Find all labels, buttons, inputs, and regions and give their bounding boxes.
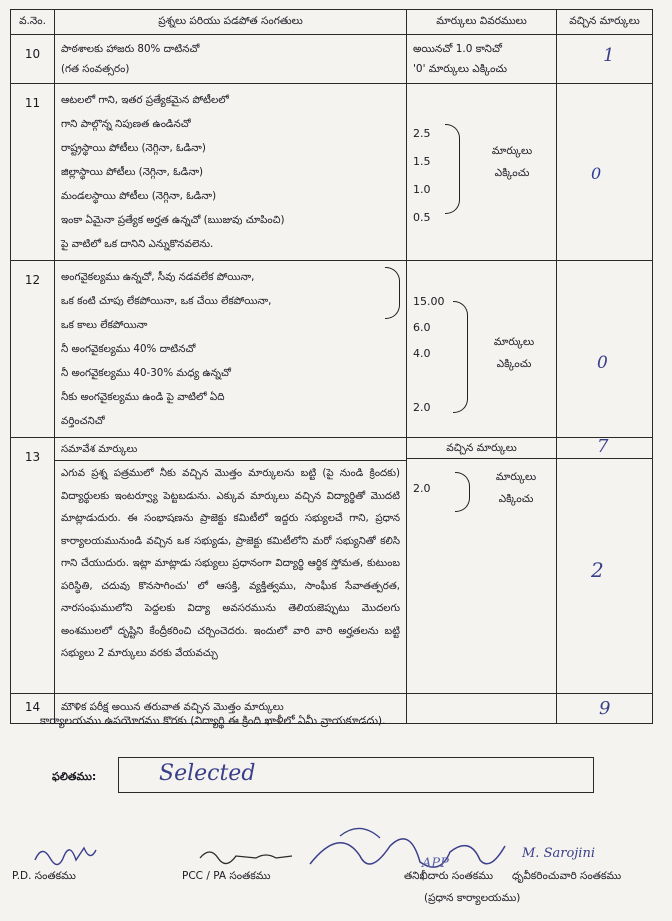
row-13-question — [55, 438, 407, 694]
marks-label-line: ఎక్కించు — [498, 493, 534, 505]
row-10-marks-detail — [407, 35, 557, 84]
question-line: మండలస్థాయి పోటీలు (నెగ్గినా, ఓడినా) — [61, 190, 217, 202]
marks-label-line: మార్కులు — [491, 145, 533, 157]
approver-name: M. Sarojini — [522, 846, 595, 861]
row-10-received — [557, 35, 653, 84]
row-13-number: 13 — [11, 438, 55, 694]
header-marks-detail: మార్కులు వివరములు — [407, 10, 557, 35]
pd-signature — [30, 838, 100, 874]
row-14-marks-detail — [407, 694, 557, 724]
row-11-received — [557, 84, 653, 261]
marks-label-line: మార్కులు — [495, 471, 537, 483]
pcc-signature — [196, 844, 296, 870]
evaluation-table — [10, 9, 653, 724]
received-value: 0 — [597, 353, 608, 373]
row-12-number: 12 — [11, 261, 55, 438]
marks-label-line: ఎక్కించు — [496, 358, 532, 370]
value-item: 1.0 — [413, 183, 431, 196]
result-box — [118, 757, 594, 793]
question-line: గాని పాల్గొన్న నిపుణత ఉండినచో — [61, 118, 191, 130]
row-13-marks-detail — [407, 438, 557, 694]
brace — [445, 124, 460, 214]
header-marks-received: వచ్చిన మార్కులు — [557, 10, 653, 35]
question-line: (గత సంవత్సరం) — [61, 63, 130, 75]
row-13-title: సమావేశ మార్కులు — [55, 440, 406, 461]
received-value: 1 — [603, 45, 615, 66]
header-no: వ.నెం. — [11, 10, 55, 35]
question-line: మౌళిక పరీక్ష అయిన తరువాత వచ్చిన మొత్తం మార్కులు — [61, 701, 284, 713]
question-line: రాష్ట్రస్థాయి పోటీలు (నెగ్గినా, ఓడినా) — [61, 142, 206, 154]
values-list — [413, 120, 431, 232]
value-item: 2.5 — [413, 127, 431, 140]
stamp-text: APP — [422, 856, 449, 871]
office-use-note: కార్యాలయము ఉపయోగము కొరకు (విద్యార్థి ఈ క్రింది ఖాళీలో ఏమీ వ్రాయకూడదు). — [40, 714, 386, 727]
values-list — [413, 482, 431, 495]
question-line: పాఠశాలకు హాజరు 80% దాటినచో — [61, 43, 200, 55]
inspector-signature-sublabel: (ప్రధాన కార్యాలయము) — [424, 892, 521, 904]
pcc-signature-label: PCC / PA సంతకము — [182, 870, 271, 882]
row-12-marks-detail — [407, 261, 557, 438]
row-12-question — [55, 261, 407, 438]
question-line: ఒక కంటి చూపు లేకపోయినా, ఒక చేయి లేకపోయినా, — [61, 295, 272, 307]
received-value: 0 — [591, 164, 602, 183]
result-value: Selected — [159, 761, 256, 786]
row-13-received-top — [557, 438, 652, 459]
brace — [385, 267, 400, 319]
row-13-paragraph: ఎగువ ప్రశ్న పత్రములో నీకు వచ్చిన మొత్తం మార్కులను బట్టి (పై నుండి క్రిందకు) విద్యార్థులకు ఇంటర్వ్యూ పెట్టబడును. ఎక్కువ మార్కులు వచ్చిన విద్యార్థితో మొదటి మాట్లాడుదురు. ఈ సంభాషణను ప్రాజెక్టు కమిటీలో ఇద్దరు సభ్యులచే గాని, ప్రధాన కార్యాలయమునుండి వచ్చిన ఒక సభ్యుడు, ప్రాజెక్టు కమిటీలోని మరో సభ్యునితో కలిసి గాని చేయుదురు. ఇట్లా మాట్లాడు సభ్యులు ప్రధానంగా విద్యార్థి ఆర్థిక స్తోమత, కుటుంబ పరిస్థితి, చదువు కొనసాగించు' లో ఆసక్తి, వ్యక్తిత్వము, సాంఘీక సేవాతత్పరత, నారసంఘములోని పెద్దలకు విద్యా అవసరమును తెలియజెప్పుటు మొదలగు అంశములలో దృష్టిని కేంద్రీకరించి చర్చించెదరు. ఇందులో వారి వారి అర్హతలను బట్టి సభ్యులు 2 మార్కులు వరకు వేయవచ్చు — [61, 468, 400, 659]
row-12-received — [557, 261, 653, 438]
value-item: 2.0 — [413, 401, 431, 414]
marks-label — [477, 140, 547, 184]
question-line: జిల్లాస్థాయి పోటీలు (నెగ్గినా, ఓడినా) — [61, 166, 204, 178]
brace — [453, 301, 468, 413]
marks-label — [481, 466, 551, 510]
marks-line: '0' మార్కులు ఎక్కించు — [413, 63, 508, 75]
row-14-received — [557, 694, 653, 724]
marks-label — [479, 331, 549, 375]
row-10-question — [55, 35, 407, 84]
received-value-top: 7 — [597, 436, 609, 457]
marks-label-line: మార్కులు — [493, 336, 535, 348]
row-14-number: 14 — [11, 694, 55, 724]
question-line: అంగవైకల్యము ఉన్నచో, సీవు నడవలేక పోయినా, — [61, 271, 255, 283]
question-line: నీ అంగవైకల్యము 40-30% మధ్య ఉన్నచో — [61, 367, 231, 379]
row-11-marks-detail — [407, 84, 557, 261]
approver-signature-label: ధృవీకరించువారి సంతకము — [512, 870, 622, 882]
question-line: పై వాటిలో ఒక దానిని ఎన్నుకొనవలెను. — [61, 238, 214, 250]
row-13-subheader: వచ్చిన మార్కులు — [407, 438, 556, 459]
result-label: ఫలితము: — [52, 770, 97, 783]
values-list — [413, 295, 445, 414]
value-item: 0.5 — [413, 211, 431, 224]
row-11-question — [55, 84, 407, 261]
value-item: 6.0 — [413, 321, 431, 334]
row-13-received — [557, 438, 653, 694]
marks-label-line: ఎక్కించు — [494, 167, 530, 179]
value-item: 1.5 — [413, 155, 431, 168]
received-value: 9 — [599, 698, 611, 719]
question-line: ఇంకా ఏమైనా ప్రత్యేక అర్హత ఉన్నచో (ఋజువు చూపించి) — [61, 214, 285, 226]
question-line: నీకు అంగవైకల్యము ఉండి పై వాటిలో ఏది — [61, 391, 225, 403]
question-line: వర్తించనిచో — [61, 415, 105, 427]
marks-line: అయినచో 1.0 కానిచో — [413, 43, 502, 55]
value-item: 15.00 — [413, 295, 445, 308]
question-line: ఆటలలో గాని, ఇతర ప్రత్యేకమైన పోటీలలో — [61, 94, 229, 106]
row-11-number: 11 — [11, 84, 55, 261]
inspector-signature-label: తనిఖీదారు సంతకము — [404, 870, 493, 882]
pd-signature-label: P.D. సంతకము — [12, 870, 76, 882]
row-10-number: 10 — [11, 35, 55, 84]
value-item: 2.0 — [413, 482, 431, 495]
question-line: నీ అంగవైకల్యము 40% దాటినచో — [61, 343, 196, 355]
question-line: ఒక కాలు లేకపోయినా — [61, 319, 148, 331]
received-value: 2 — [591, 558, 604, 582]
brace — [455, 472, 470, 512]
value-item: 4.0 — [413, 347, 431, 360]
header-question: ప్రశ్నలు పరియు పడపోత సంగతులు — [55, 10, 407, 35]
